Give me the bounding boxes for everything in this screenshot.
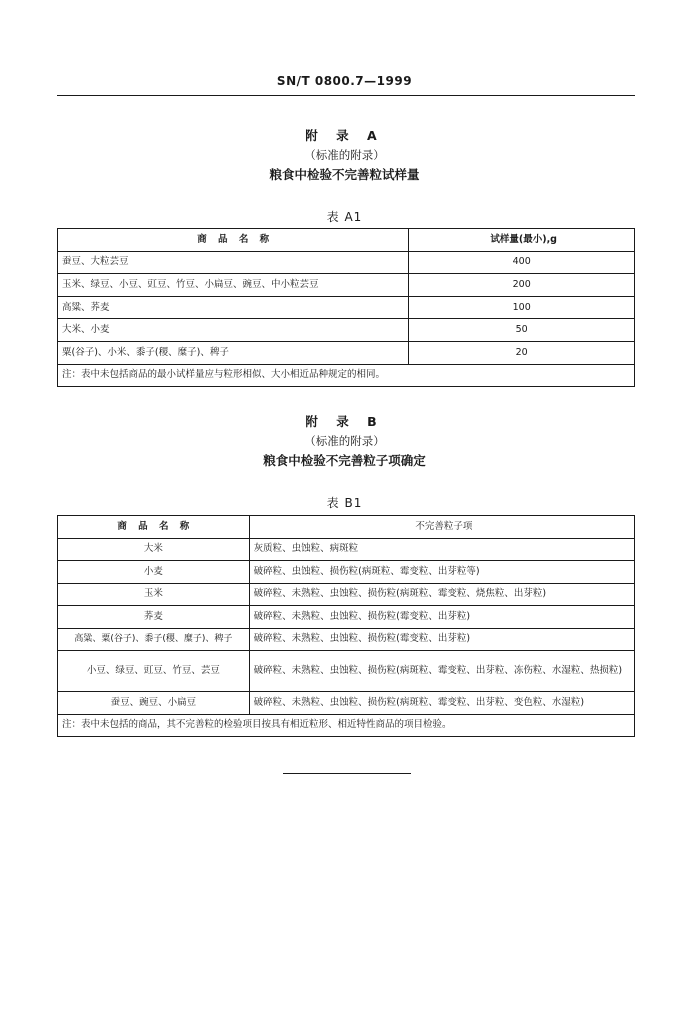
sample-amount: 200 (409, 274, 635, 297)
commodity-name: 蚕豆、豌豆、小扁豆 (58, 692, 250, 715)
table-row (58, 319, 635, 342)
commodity-name: 小麦 (58, 561, 250, 584)
imperfect-kernel-items: 破碎粒、虫蚀粒、损伤粒(病斑粒、霉变粒、出芽粒等) (249, 561, 634, 584)
commodity-name: 大米 (58, 538, 250, 561)
imperfect-kernel-items: 灰质粒、虫蚀粒、病斑粒 (249, 538, 634, 561)
commodity-name: 玉米、绿豆、小豆、豇豆、竹豆、小扁豆、豌豆、中小粒芸豆 (58, 274, 409, 297)
table-b1-caption: 表 B1 (326, 496, 363, 510)
commodity-name: 蚕豆、大粒芸豆 (58, 251, 409, 274)
table-a1 (57, 228, 635, 387)
table-row (58, 692, 635, 715)
table-note-row (58, 364, 635, 387)
imperfect-kernel-items: 破碎粒、未熟粒、虫蚀粒、损伤粒(病斑粒、霉变粒、烧焦粒、出芽粒) (249, 583, 634, 606)
table-a1-note: 注：表中未包括商品的最小试样量应与粒形相似、大小相近品种规定的相同。 (58, 364, 635, 387)
appendix-b-heading: 粮食中检验不完善粒子项确定 (263, 453, 426, 468)
table-b1 (57, 515, 635, 737)
table-row (58, 651, 635, 692)
table-note-row (58, 714, 635, 737)
sample-amount: 50 (409, 319, 635, 342)
imperfect-kernel-items: 破碎粒、未熟粒、虫蚀粒、损伤粒(病斑粒、霉变粒、出芽粒、冻伤粒、水湿粒、热损粒) (249, 651, 634, 692)
column-header-name: 商 品 名 称 (58, 229, 409, 252)
table-row (58, 296, 635, 319)
appendix-b-subtitle: （标准的附录） (304, 434, 385, 448)
imperfect-kernel-items: 破碎粒、未熟粒、虫蚀粒、损伤粒(霉变粒、出芽粒) (249, 606, 634, 629)
commodity-name: 小豆、绿豆、豇豆、竹豆、芸豆 (58, 651, 250, 692)
appendix-a-subtitle: （标准的附录） (304, 148, 385, 162)
appendix-a-block (0, 127, 689, 185)
commodity-name: 玉米 (58, 583, 250, 606)
imperfect-kernel-items: 破碎粒、未熟粒、虫蚀粒、损伤粒(病斑粒、霉变粒、出芽粒、变色粒、水湿粒) (249, 692, 634, 715)
imperfect-kernel-items: 破碎粒、未熟粒、虫蚀粒、损伤粒(霉变粒、出芽粒) (249, 628, 634, 651)
sample-amount: 20 (409, 341, 635, 364)
appendix-b-title: 附 录 B (305, 414, 384, 429)
table-row (58, 561, 635, 584)
table-header-row (58, 229, 635, 252)
appendix-b-block (0, 413, 689, 471)
header-rule (57, 95, 635, 96)
table-row (58, 606, 635, 629)
table-b1-note: 注：表中未包括的商品，其不完善粒的检验项目按具有相近粒形、相近特性商品的项目检验。 (58, 714, 635, 737)
column-header-name: 商 品 名 称 (58, 516, 250, 539)
appendix-a-heading: 粮食中检验不完善粒试样量 (269, 167, 420, 182)
table-row (58, 583, 635, 606)
table-row (58, 538, 635, 561)
table-a1-caption: 表 A1 (326, 210, 363, 224)
table-row (58, 274, 635, 297)
appendix-a-title: 附 录 A (305, 128, 384, 143)
commodity-name: 粟(谷子)、小米、黍子(稷、糜子)、稗子 (58, 341, 409, 364)
sample-amount: 400 (409, 251, 635, 274)
commodity-name: 大米、小麦 (58, 319, 409, 342)
end-rule (283, 773, 411, 774)
table-header-row (58, 516, 635, 539)
column-header-items: 不完善粒子项 (249, 516, 634, 539)
commodity-name: 荞麦 (58, 606, 250, 629)
table-row (58, 251, 635, 274)
standard-code-header: SN/T 0800.7—1999 (276, 74, 413, 88)
sample-amount: 100 (409, 296, 635, 319)
table-row (58, 628, 635, 651)
column-header-amount: 试样量(最小),g (409, 229, 635, 252)
commodity-name: 高粱、粟(谷子)、黍子(稷、糜子)、稗子 (58, 628, 250, 651)
commodity-name: 高粱、荞麦 (58, 296, 409, 319)
table-row (58, 341, 635, 364)
